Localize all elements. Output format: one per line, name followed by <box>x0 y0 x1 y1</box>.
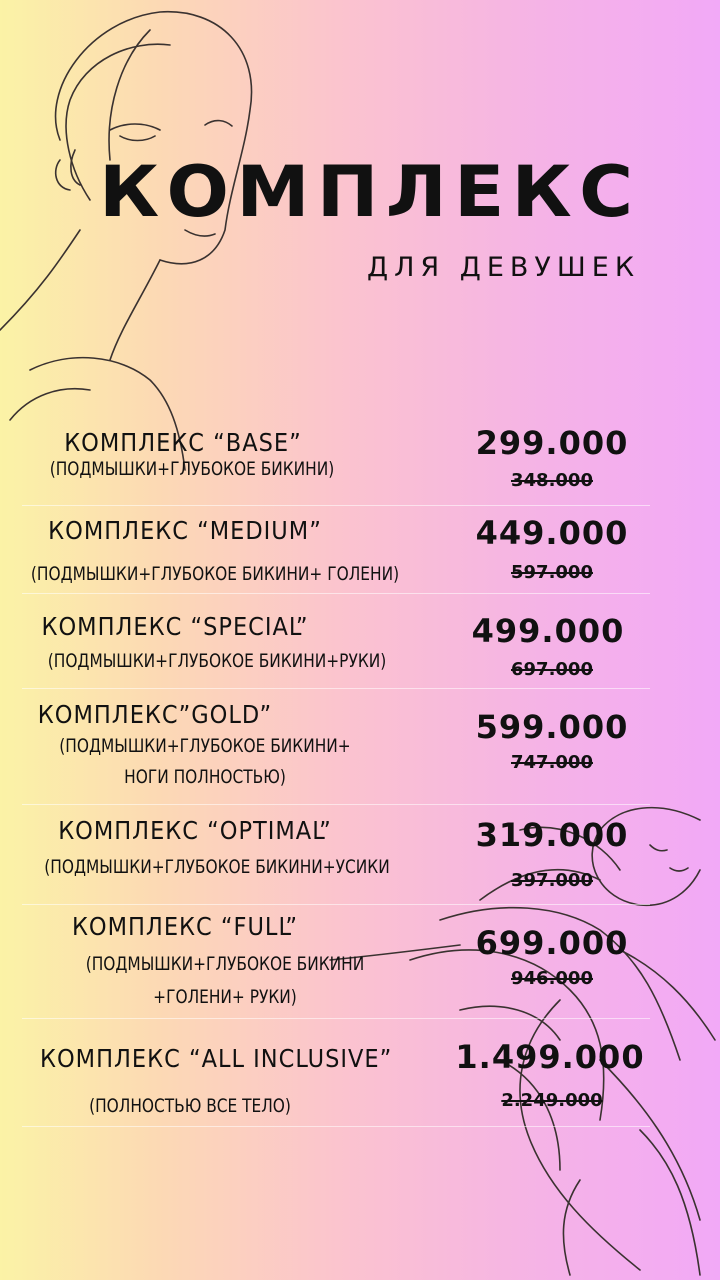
package-description: (ПОЛНОСТЬЮ ВСЕ ТЕЛО) <box>89 1095 291 1117</box>
package-name: КОМПЛЕКС “OPTIMAL” <box>58 816 332 845</box>
package-name: КОМПЛЕКС “BASE” <box>64 428 302 457</box>
package-old-price: 348.000 <box>511 470 593 491</box>
package-name: КОМПЛЕКС “ALL INCLUSIVE” <box>40 1044 393 1073</box>
package-description: (ПОДМЫШКИ+ГЛУБОКОЕ БИКИНИ) <box>49 458 335 480</box>
package-price: 1.499.000 <box>455 1038 645 1076</box>
row-divider <box>22 1126 650 1127</box>
page-subtitle: ДЛЯ ДЕВУШЕК <box>367 252 640 283</box>
package-old-price: 946.000 <box>511 968 593 989</box>
page-title: КОМПЛЕКС <box>99 151 641 233</box>
package-name: КОМПЛЕКС “SPECIAL” <box>41 612 309 641</box>
package-old-price: 397.000 <box>511 870 593 891</box>
package-description: +ГОЛЕНИ+ РУКИ) <box>153 986 297 1008</box>
row-divider <box>22 1018 650 1019</box>
package-old-price: 747.000 <box>511 752 593 773</box>
package-price: 299.000 <box>475 424 629 462</box>
package-description: НОГИ ПОЛНОСТЬЮ) <box>124 766 286 788</box>
package-price: 599.000 <box>475 708 629 746</box>
package-name: КОМПЛЕКС”GOLD” <box>37 700 273 729</box>
row-divider <box>22 804 650 805</box>
package-price: 699.000 <box>475 924 629 962</box>
row-divider <box>22 505 650 506</box>
package-old-price: 697.000 <box>511 659 593 680</box>
package-description: (ПОДМЫШКИ+ГЛУБОКОЕ БИКИНИ <box>85 953 365 975</box>
package-price: 449.000 <box>475 514 629 552</box>
package-price: 319.000 <box>475 816 629 854</box>
package-name: КОМПЛЕКС “MEDIUM” <box>48 516 322 545</box>
package-old-price: 597.000 <box>511 562 593 583</box>
package-price: 499.000 <box>471 612 625 650</box>
package-name: КОМПЛЕКС “FULL” <box>71 912 299 941</box>
row-divider <box>22 688 650 689</box>
package-old-price: 2.249.000 <box>501 1090 603 1111</box>
package-description: (ПОДМЫШКИ+ГЛУБОКОЕ БИКИНИ+РУКИ) <box>47 650 387 672</box>
package-description: (ПОДМЫШКИ+ГЛУБОКОЕ БИКИНИ+ <box>59 735 351 757</box>
row-divider <box>22 904 650 905</box>
package-description: (ПОДМЫШКИ+ГЛУБОКОЕ БИКИНИ+ ГОЛЕНИ) <box>30 563 400 585</box>
row-divider <box>22 593 650 594</box>
package-description: (ПОДМЫШКИ+ГЛУБОКОЕ БИКИНИ+УСИКИ <box>44 856 390 878</box>
